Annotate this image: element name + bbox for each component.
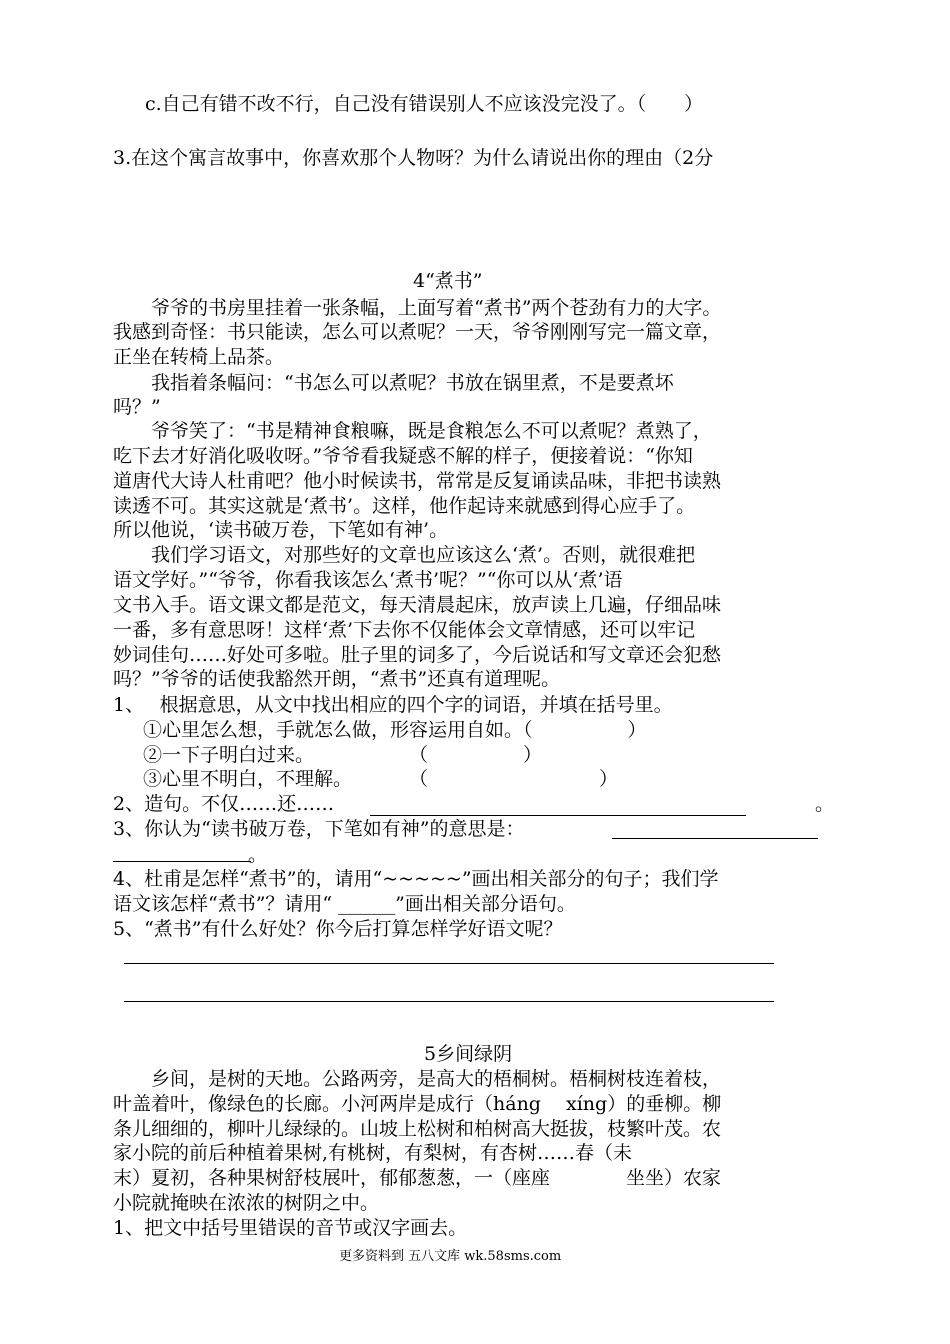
section4-body-line: 吃下去才好消化吸收呀。”爷爷看我疑惑不解的样子，便接着说：“你知 [113, 445, 693, 467]
section4-body-line: 我感到奇怪：书只能读，怎么可以煮呢？一天，爷爷刚刚写完一篇文章， [113, 321, 722, 343]
section4-q2: 2、造句。不仅……还…… [113, 793, 335, 815]
section4-body-line: 正坐在转椅上品茶。 [113, 346, 285, 368]
section4-title: 4“煮书” [413, 270, 483, 292]
section4-q1-b: ②一下子明白过来。 （ ） [143, 744, 543, 766]
section5-title: 5乡间绿阴 [424, 1043, 513, 1065]
section4-body-line: 爷爷的书房里挂着一张条幅，上面写着“煮书”两个苍劲有力的大字。 [113, 297, 722, 319]
section4-body-line: 妙词佳句……好处可多啦。肚子里的词多了，今后说话和写文章还会犯愁 [113, 644, 722, 666]
section4-q2-end: 。 [815, 793, 835, 815]
section4-q5: 5、“煮书”有什么好处？你今后打算怎样学好语文呢？ [113, 918, 563, 940]
q3-answer-blank[interactable] [612, 838, 818, 839]
section5-body-line: 小院就掩映在浓浓的树阴之中。 [113, 1192, 380, 1214]
section4-q1: 1、 根据意思，从文中找出相应的四个字的词语，并填在括号里。 [113, 694, 673, 716]
q5-answer-line-2[interactable] [124, 1001, 774, 1002]
footer-text: 更多资料到 五八文库 wk.58sms.com [339, 1249, 562, 1264]
section5-body-line: 家小院的前后种植着果树,有桃树，有梨树，有杏树……春（未 [113, 1142, 633, 1164]
section4-body-line: 我们学习语文，对那些好的文章也应该这么‘煮’。否则，就很难把 [113, 544, 696, 566]
section4-body-line: 吗？” [113, 396, 161, 418]
section4-body-line: 语文学好。”“爷爷，你看我该怎么‘煮书’呢？”“你可以从‘煮’语 [113, 569, 623, 591]
section4-body-line: 吗？”爷爷的话使我豁然开朗，“煮书”还真有道理呢。 [113, 668, 561, 690]
section4-body-line: 我指着条幅问：“书怎么可以煮呢？书放在锅里煮，不是要煮坏 [113, 372, 674, 394]
top-q3: 3.在这个寓言故事中，你喜欢那个人物呀？为什么请说出你的理由（2分 [113, 147, 714, 169]
section4-q1-c: ③心里不明白，不理解。 （ ） [143, 768, 619, 790]
section4-body-line: 读透不可。其实这就是‘煮书’。这样，他作起诗来就感到得心应手了。 [113, 495, 696, 517]
top-c-line: c.自己有错不改不行，自己没有错误别人不应该没完没了。（ ） [145, 93, 704, 115]
q5-answer-line-1[interactable] [124, 963, 774, 964]
section5-body-line: 条儿细细的，柳叶儿绿绿的。山坡上松树和柏树高大挺拔，枝繁叶茂。农 [113, 1118, 722, 1140]
section4-body-line: 道唐代大诗人杜甫吧？他小时候读书，常常是反复诵读品味，非把书读熟 [113, 470, 722, 492]
section4-q4-line2: 语文该怎样“煮书”？请用“ ______”画出相关部分语句。 [113, 893, 576, 915]
section4-q3: 3、你认为“读书破万卷，下笔如有神”的意思是： [113, 818, 525, 840]
q2-answer-blank[interactable] [370, 815, 746, 816]
section5-q1: 1、把文中括号里错误的音节或汉字画去。 [113, 1217, 468, 1239]
section4-q1-a: ①心里怎么想，手就怎么做，形容运用自如。（ ） [143, 719, 647, 741]
section4-body-line: 所以他说，‘读书破万卷，下笔如有神’。 [113, 519, 449, 541]
section5-body-line: 叶盖着叶，像绿色的长廊。小河两岸是成行（háng xíng）的垂柳。柳 [113, 1093, 722, 1115]
section4-body-line: 爷爷笑了：“书是精神食粮嘛，既是食粮怎么不可以煮呢？煮熟了， [113, 420, 712, 442]
q3-answer-blank-cont[interactable] [113, 861, 251, 862]
section4-q4-line1: 4、杜甫是怎样“煮书”的，请用“~~~~~”画出相关部分的句子；我们学 [113, 868, 719, 890]
section5-body-line: 乡间，是树的天地。公路两旁，是高大的梧桐树。梧桐树枝连着枝， [113, 1068, 722, 1090]
section5-body-line: 末）夏初，各种果树舒枝展叶，郁郁葱葱，一（座座 坐坐）农家 [113, 1167, 722, 1189]
section4-q3-end: 。 [248, 844, 268, 866]
section4-body-line: 文书入手。语文课文都是范文，每天清晨起床，放声读上几遍，仔细品味 [113, 594, 722, 616]
section4-body-line: 一番，多有意思呀！这样‘煮’下去你不仅能体会文章情感，还可以牢记 [113, 619, 696, 641]
